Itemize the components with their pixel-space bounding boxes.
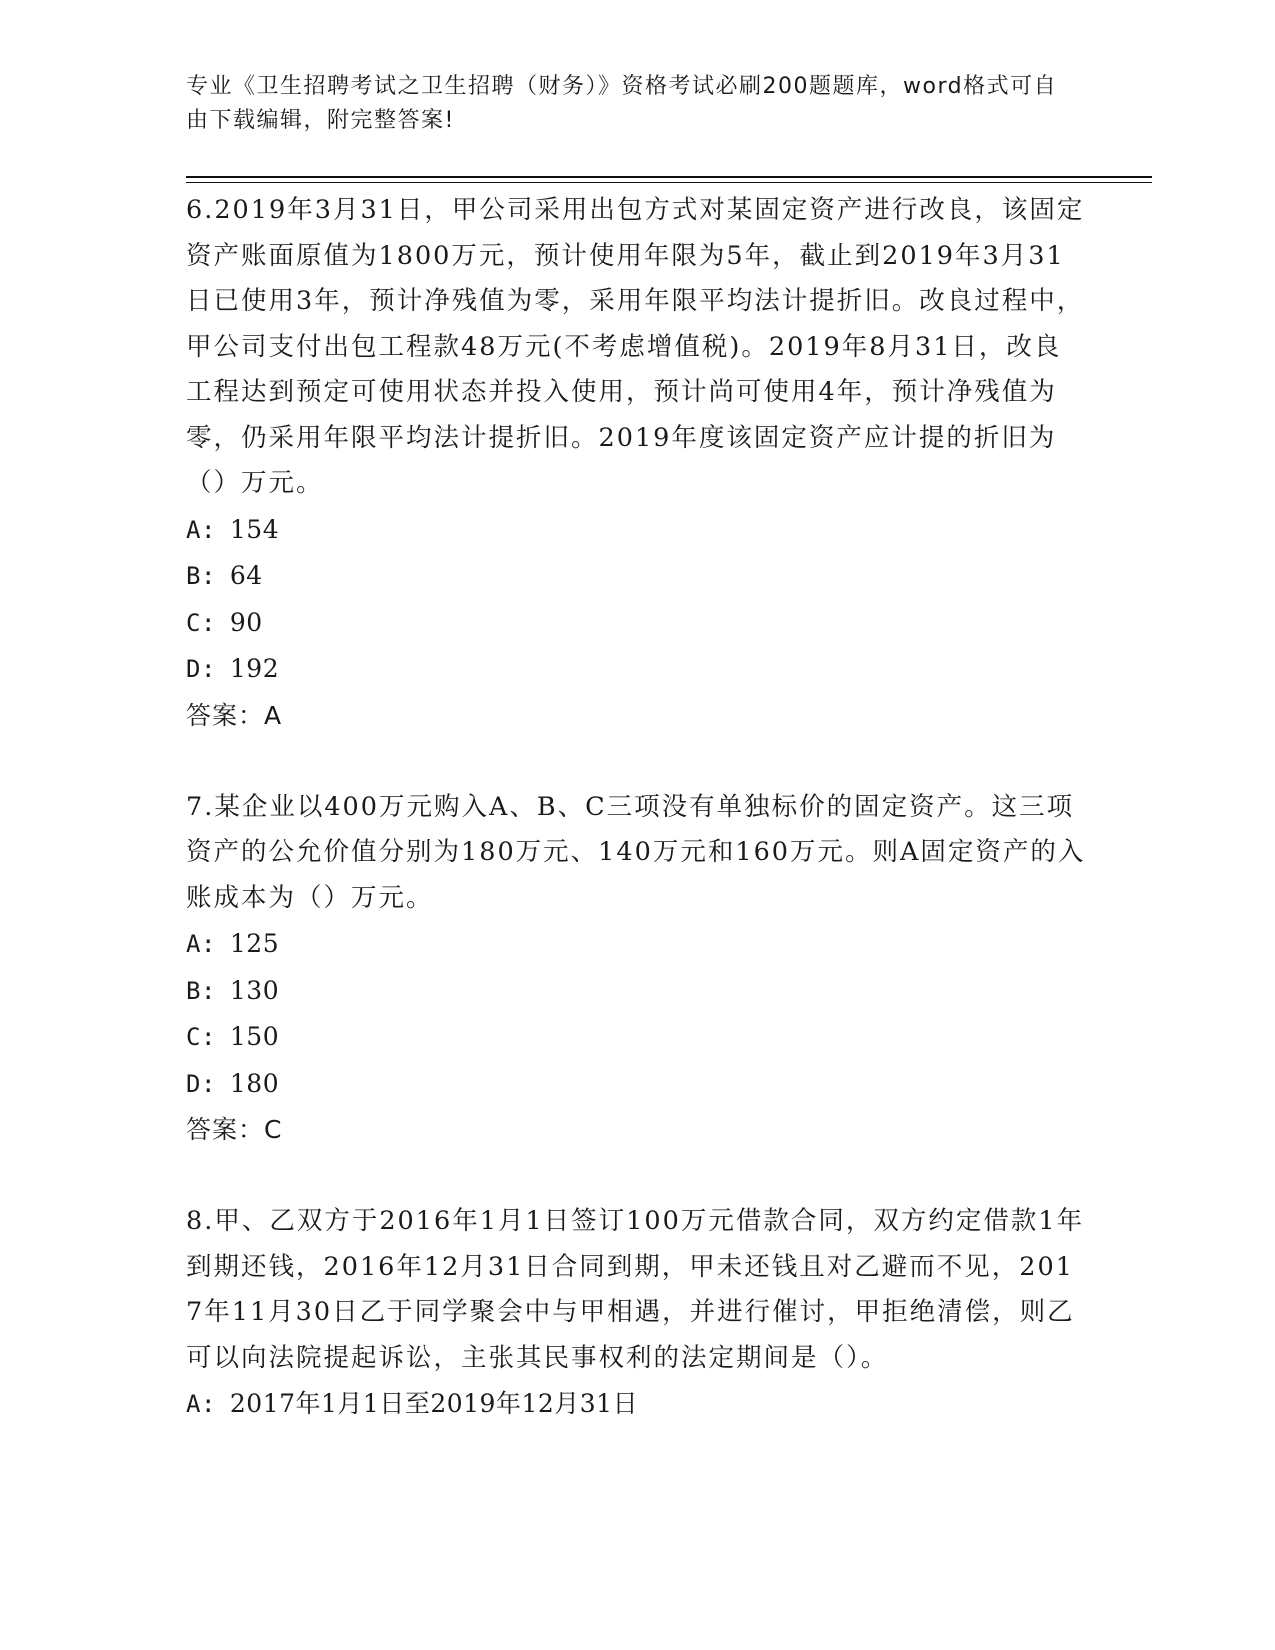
option-d [186, 1061, 1086, 1108]
option-key: D: [186, 655, 216, 683]
question-8 [186, 1199, 1086, 1428]
question-7 [186, 785, 1086, 1154]
option-key: A: [186, 1390, 216, 1418]
option-b [186, 968, 1086, 1015]
option-key: A: [186, 930, 216, 958]
option-value: 130 [229, 975, 280, 1005]
question-stem: 8.甲、乙双方于2016年1月1日签订100万元借款合同，双方约定借款1年到期还钱，2016年12月31日合同到期，甲未还钱且对乙避而不见，2017年11月30日乙于同学聚会中与甲相遇，并进行催讨，甲拒绝清偿，则乙可以向法院提起诉讼，主张其民事权利的法定期间是（）。 [186, 1206, 1085, 1373]
option-key: B: [186, 562, 216, 590]
header-rule-thin [186, 182, 1152, 183]
question-stem: 6.2019年3月31日，甲公司采用出包方式对某固定资产进行改良，该固定资产账面原值为1800万元，预计使用年限为5年，截止到2019年3月31日已使用3年，预计净残值为零，采用年限平均法计提折旧。改良过程中，甲公司支付出包工程款48万元(不考虑增值税)。2019年8月31日，改良工程达到预定可使用状态并投入使用，预计尚可使用4年，预计净残值为零，仍采用年限平均法计提折旧。2019年度该固定资产应计提的折旧为（）万元。 [186, 195, 1085, 498]
header-rule-thick [186, 176, 1152, 178]
option-c [186, 1014, 1086, 1061]
option-d [186, 646, 1086, 693]
option-value: 90 [229, 607, 263, 637]
page-header: 专业《卫生招聘考试之卫生招聘（财务）》资格考试必刷200题题库，word格式可自由下载编辑，附完整答案! [186, 74, 1058, 133]
option-a [186, 1381, 1086, 1428]
option-key: A: [186, 515, 216, 544]
option-value: 125 [229, 929, 280, 958]
option-value: 2017年1月1日至2019年12月31日 [229, 1389, 639, 1418]
option-a [186, 507, 1086, 554]
option-key: C: [186, 608, 216, 637]
option-value: 64 [229, 561, 263, 590]
answer-line: 答案：C [186, 1115, 283, 1144]
option-b [186, 553, 1086, 600]
option-key: B: [186, 976, 216, 1005]
option-value: 150 [229, 1022, 280, 1051]
option-value: 154 [229, 514, 280, 544]
option-value: 192 [229, 654, 280, 683]
option-key: D: [186, 1069, 216, 1098]
option-a [186, 921, 1086, 968]
question-stem: 7.某企业以400万元购入A、B、C三项没有单独标价的固定资产。这三项资产的公允价值分别为180万元、140万元和160万元。则A固定资产的入账成本为（）万元。 [186, 791, 1086, 913]
answer-line: 答案：A [186, 700, 283, 730]
question-list [186, 188, 1086, 1474]
option-key: C: [186, 1023, 216, 1051]
question-6 [186, 188, 1086, 739]
option-c [186, 600, 1086, 647]
option-value: 180 [229, 1068, 280, 1098]
